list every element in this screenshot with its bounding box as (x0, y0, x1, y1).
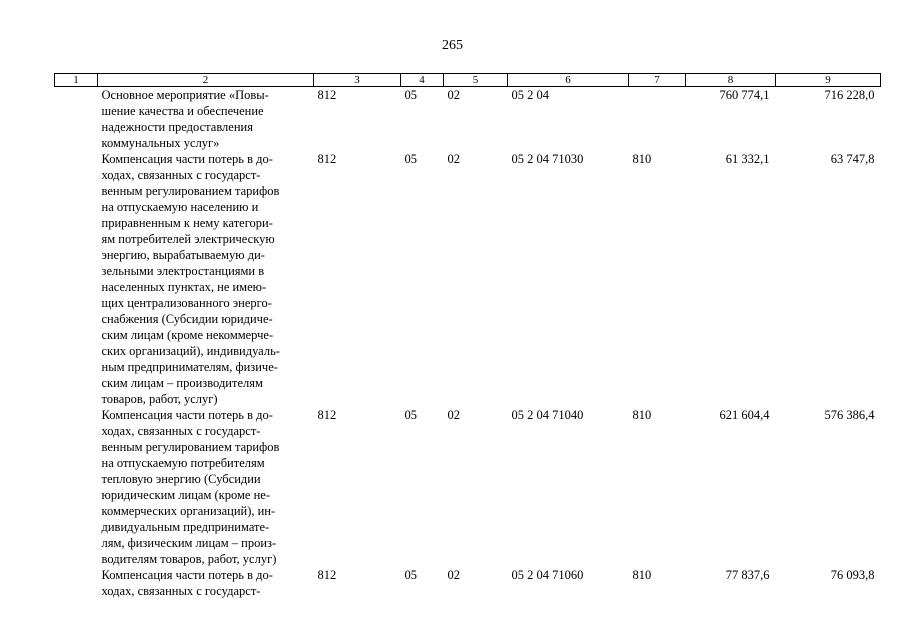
header-col-7: 7 (629, 74, 686, 87)
header-col-5: 5 (444, 74, 508, 87)
header-col-2: 2 (98, 74, 314, 87)
table-row (55, 151, 881, 407)
cell-amount-year-2: 576 386,4 (824, 408, 875, 422)
cell-ministry-code: 812 (317, 88, 337, 102)
page-number: 265 (442, 38, 463, 53)
cell-name-line: ским лицам – производителям (101, 376, 263, 390)
cell-name-line: водителям товаров, работ, услуг) (101, 552, 277, 566)
cell-section: 05 (404, 152, 417, 166)
cell-name-line: товаров, работ, услуг) (101, 392, 218, 406)
cell-col-1 (55, 87, 98, 152)
cell-amount-year-1: 621 604,4 (719, 408, 770, 422)
cell-name-line: населенных пунктах, не имею- (101, 280, 267, 294)
cell-amount-year-1: 760 774,1 (719, 88, 770, 102)
cell-name-line: ходах, связанных с государст- (101, 584, 261, 598)
cell-name-line: Компенсация части потерь в до- (101, 408, 273, 422)
cell-subsection: 02 (447, 568, 460, 582)
header-col-9: 9 (776, 74, 881, 87)
cell-name-line: ским лицам (кроме некоммерче- (101, 328, 274, 342)
cell-name-line: Основное мероприятие «Повы- (101, 88, 269, 102)
header-col-8: 8 (686, 74, 776, 87)
cell-amount-year-2: 63 747,8 (830, 152, 875, 166)
cell-name-line: на отпускаемую населению и (101, 200, 259, 214)
cell-subsection: 02 (447, 88, 460, 102)
cell-target-article: 05 2 04 71060 (511, 568, 584, 582)
table-row (55, 87, 881, 152)
cell-section: 05 (404, 88, 417, 102)
cell-name-line: коммерческих организаций), ин- (101, 504, 276, 518)
cell-name-line: дивидуальным предпринимате- (101, 520, 270, 534)
header-row (55, 74, 881, 87)
cell-target-article: 05 2 04 (511, 88, 549, 102)
cell-name-line: тепловую энергию (Субсидии (101, 472, 261, 486)
header-col-1: 1 (55, 74, 98, 87)
cell-section: 05 (404, 408, 417, 422)
cell-col-1 (55, 151, 98, 407)
cell-amount-year-2: 716 228,0 (824, 88, 875, 102)
cell-name-line: надежности предоставления (101, 120, 253, 134)
cell-target-article: 05 2 04 71030 (511, 152, 584, 166)
cell-expense-type (629, 87, 686, 152)
cell-amount-year-1: 77 837,6 (725, 568, 770, 582)
cell-name-line: ских организаций), индивидуаль- (101, 344, 280, 358)
cell-name-line: коммунальных услуг» (101, 136, 220, 150)
cell-amount-year-2: 76 093,8 (830, 568, 875, 582)
cell-name-line: на отпускаемую потребителям (101, 456, 265, 470)
table-row (55, 407, 881, 567)
cell-name-line: ям потребителей электрическую (101, 232, 275, 246)
cell-name-line: энергию, вырабатываемую ди- (101, 248, 265, 262)
cell-ministry-code: 812 (317, 152, 337, 166)
cell-ministry-code: 812 (317, 408, 337, 422)
cell-name-line: приравненным к нему категори- (101, 216, 273, 230)
cell-name-line: Компенсация части потерь в до- (101, 152, 273, 166)
cell-amount-year-1: 61 332,1 (725, 152, 770, 166)
cell-subsection: 02 (447, 152, 460, 166)
header-col-3: 3 (314, 74, 401, 87)
cell-expense-type: 810 (632, 408, 652, 422)
cell-name (98, 407, 314, 567)
header-col-4: 4 (401, 74, 444, 87)
cell-name-line: венным регулированием тарифов (101, 184, 280, 198)
cell-name (98, 151, 314, 407)
cell-ministry-code: 812 (317, 568, 337, 582)
cell-expense-type: 810 (632, 152, 652, 166)
cell-name-line: венным регулированием тарифов (101, 440, 280, 454)
cell-name-line: ходах, связанных с государст- (101, 168, 261, 182)
cell-name-line: щих централизованного энерго- (101, 296, 272, 310)
cell-name-line: лям, физическим лицам – произ- (101, 536, 277, 550)
cell-target-article: 05 2 04 71040 (511, 408, 584, 422)
cell-name-line: Компенсация части потерь в до- (101, 568, 273, 582)
cell-name-line: снабжения (Субсидии юридиче- (101, 312, 273, 326)
cell-expense-type: 810 (632, 568, 652, 582)
cell-col-1 (55, 567, 98, 599)
cell-name-line: ным предпринимателям, физиче- (101, 360, 278, 374)
cell-section: 05 (404, 568, 417, 582)
header-col-6: 6 (508, 74, 629, 87)
cell-name (98, 87, 314, 152)
budget-table (54, 73, 881, 599)
cell-col-1 (55, 407, 98, 567)
table-row (55, 567, 881, 599)
cell-name-line: шение качества и обеспечение (101, 104, 264, 118)
cell-name (98, 567, 314, 599)
cell-name-line: юридическим лицам (кроме не- (101, 488, 270, 502)
cell-subsection: 02 (447, 408, 460, 422)
cell-name-line: ходах, связанных с государст- (101, 424, 261, 438)
cell-name-line: зельными электростанциями в (101, 264, 265, 278)
